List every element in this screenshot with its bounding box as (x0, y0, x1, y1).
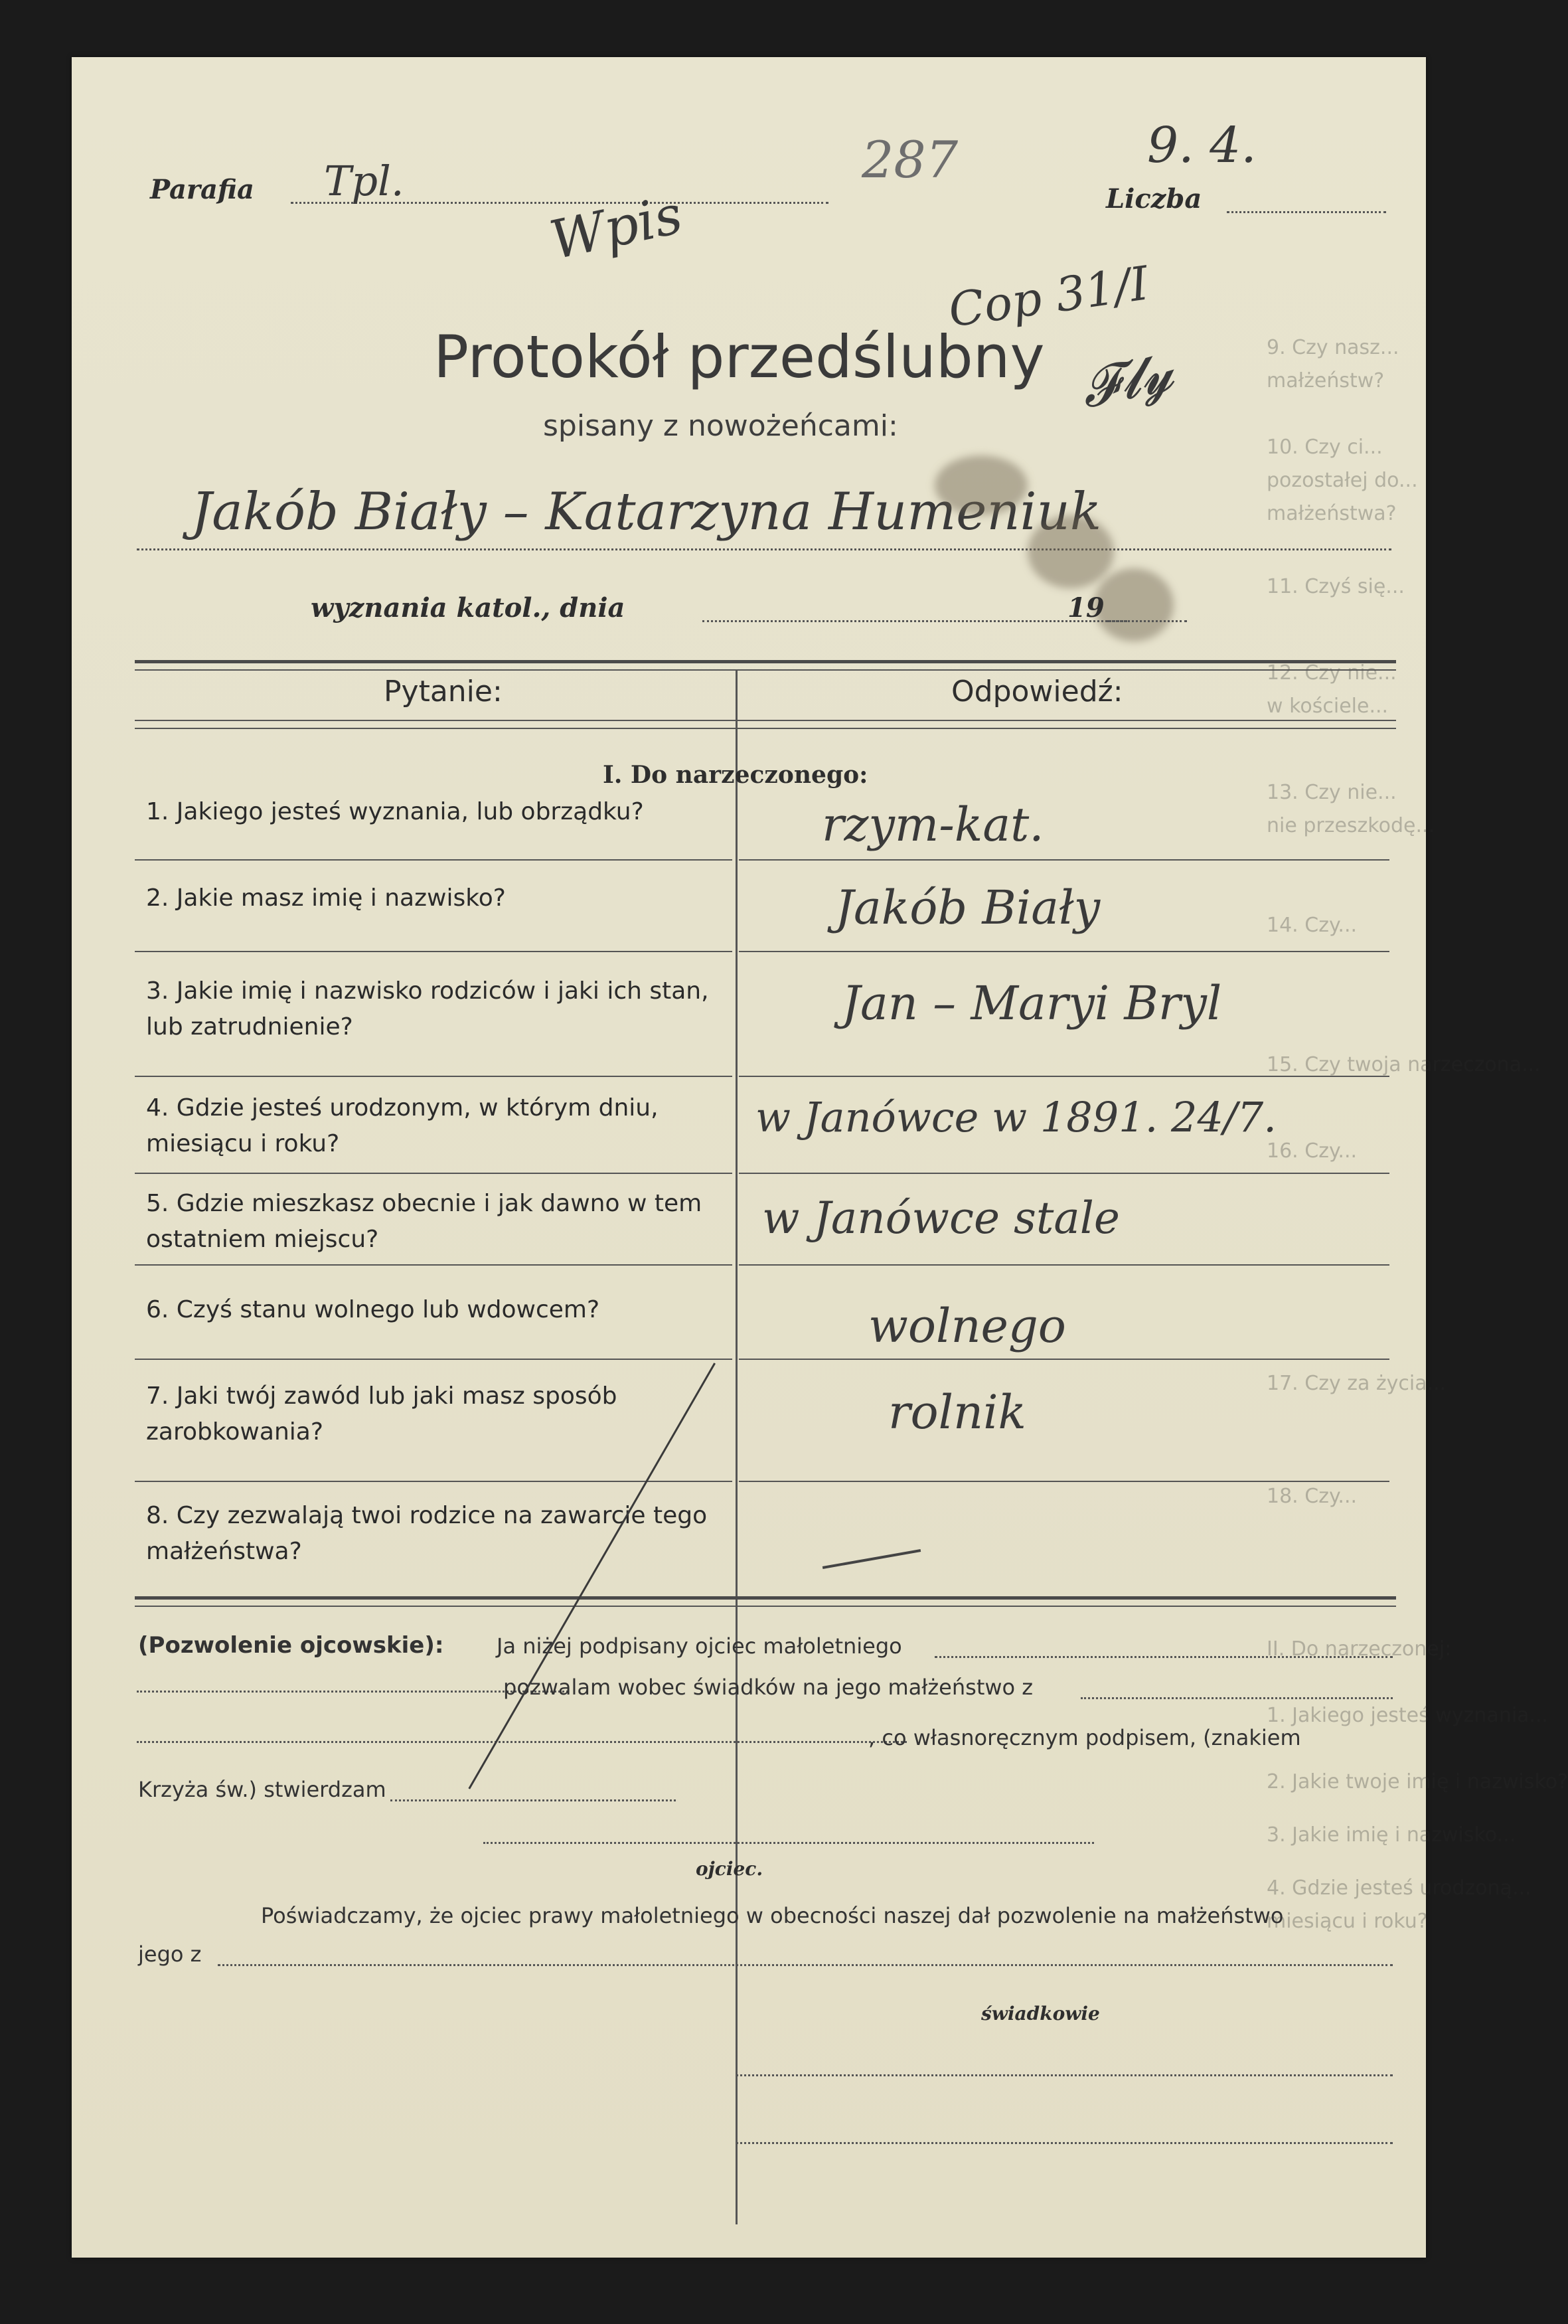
bleed-line: małżeństwa? (1267, 502, 1397, 525)
mark-wpis: Wpis (544, 183, 688, 272)
answer-rule (739, 1359, 1389, 1360)
question-8: 8. Czy zezwalają twoi rodzice na zawarcie tego małżeństwa? (146, 1502, 708, 1565)
answer-1: rzym-kat. (822, 797, 1044, 852)
mark-cop: Cop 31/I (945, 256, 1152, 338)
answer-rule (739, 951, 1389, 952)
row-rule (135, 859, 732, 861)
bleed-line: miesiącu i roku? (1267, 1910, 1428, 1933)
permission-line4: Krzyża św.) stwierdzam (138, 1777, 386, 1802)
permission-fill-2b (1081, 1697, 1393, 1699)
bleed-line: pozostałej do... (1267, 469, 1418, 492)
bleed-line: 3. Jakie imię i nazwisko... (1267, 1823, 1516, 1847)
answer-rule (739, 1173, 1389, 1174)
witness-text: Poświadczamy, że ojciec prawy małoletniego w obecności naszej dał pozwolenie na małżeństwo (261, 1903, 1284, 1928)
bleed-line: małżeństw? (1267, 369, 1385, 392)
row-rule (135, 1076, 732, 1077)
permission-fill-1 (935, 1656, 1393, 1658)
ink-stain (1028, 515, 1114, 588)
row-rule (135, 1481, 732, 1482)
number-label: Liczba (1106, 183, 1202, 214)
signature-mark: 𝓕𝓵𝔂 (1075, 340, 1179, 420)
answer-6: wolnego (868, 1299, 1066, 1353)
answer-5: w Janówce stale (762, 1193, 1120, 1244)
document-title: Protokół przedślubny (433, 323, 1045, 391)
confession-label: wyznania katol., dnia (311, 592, 625, 623)
bleed-line: 14. Czy... (1267, 914, 1358, 937)
answer-rule (739, 1264, 1389, 1266)
year-prefix: 19 (1067, 592, 1105, 623)
row-rule (135, 951, 732, 952)
bleed-through-area (1253, 183, 1568, 1976)
question-6: 6. Czyś stanu wolnego lub wdowcem? (146, 1296, 600, 1323)
couple-line (137, 548, 1391, 550)
row-rule (135, 1264, 732, 1266)
column-header-answer: Odpowiedź: (951, 675, 1123, 708)
question-3: 3. Jakie imię i nazwisko rodziców i jaki ich stan, lub zatrudnienie? (146, 977, 709, 1040)
question-2: 2. Jakie masz imię i nazwisko? (146, 884, 506, 912)
father-signature-line (483, 1842, 1094, 1844)
answer-2: Jakób Biały (835, 880, 1101, 935)
bleed-line: 11. Czyś się... (1267, 575, 1405, 598)
table-top-rule-thin (135, 669, 1396, 671)
father-label: ojciec. (696, 1858, 763, 1880)
bleed-line: 9. Czy nasz... (1267, 336, 1399, 359)
bleed-line: 17. Czy za życia... (1267, 1372, 1447, 1395)
year-line (1107, 620, 1187, 622)
column-header-question: Pytanie: (384, 675, 503, 708)
answer-rule (739, 1076, 1389, 1077)
table-header-rule-thin (135, 728, 1396, 729)
question-1: 1. Jakiego jesteś wyznania, lub obrządku? (146, 798, 644, 825)
witnesses-label: świadkowie (981, 2003, 1100, 2025)
permission-line1: Ja niżej podpisany ojciec małoletniego (497, 1633, 902, 1659)
ink-stain (1094, 568, 1174, 641)
table-bottom-rule-thin (135, 1606, 1396, 1607)
answer-rule (739, 859, 1389, 861)
table-header-rule (135, 720, 1396, 721)
number-line (1227, 211, 1386, 213)
witness-line-start: jego z (138, 1942, 202, 1967)
table-top-rule (135, 660, 1396, 663)
answer-4: w Janówce w 1891. 24/7. (755, 1093, 1277, 1141)
question-5: 5. Gdzie mieszkasz obecnie i jak dawno w tem ostatniem miejscu? (146, 1190, 702, 1253)
permission-line3: , co własnoręcznym podpisem, (znakiem (868, 1725, 1301, 1750)
witness-fill (218, 1964, 1393, 1966)
column-divider (736, 671, 738, 2224)
couple-names: Jakób Biały – Katarzyna Humeniuk (191, 482, 1102, 542)
bleed-line: 12. Czy nie... (1267, 661, 1397, 685)
row-rule (135, 1173, 732, 1174)
number-value: 9. 4. (1147, 117, 1257, 174)
witness-signature-2 (736, 2142, 1393, 2144)
row-rule (135, 1359, 732, 1360)
question-4: 4. Gdzie jesteś urodzonym, w którym dniu, miesiącu i roku? (146, 1094, 659, 1157)
permission-line2: pozwalam wobec świadków na jego małżeństwo z (503, 1675, 1034, 1700)
bleed-line: II. Do narzeczonej: (1267, 1637, 1452, 1661)
section-title: I. Do narzeczonego: (603, 761, 868, 789)
bleed-line: w kościele... (1267, 695, 1389, 718)
bleed-line: 13. Czy nie... (1267, 781, 1397, 804)
date-line (702, 620, 1127, 622)
answer-3: Jan – Maryi Bryl (842, 976, 1222, 1031)
dash-stroke (823, 1549, 921, 1569)
bleed-line: 4. Gdzie jesteś urodzoną... (1267, 1876, 1531, 1900)
bleed-line: 16. Czy... (1267, 1139, 1358, 1163)
permission-heading: (Pozwolenie ojcowskie): (138, 1632, 444, 1659)
answer-7: rolnik (888, 1385, 1026, 1440)
ink-stain (935, 456, 1028, 515)
bleed-line: 2. Jakie twoje imię i nazwisko? (1267, 1770, 1568, 1793)
parish-value: Tpl. (324, 157, 404, 205)
bleed-line: 18. Czy... (1267, 1485, 1358, 1508)
table-bottom-rule (135, 1596, 1396, 1600)
question-7: 7. Jaki twój zawód lub jaki masz sposób zarobkowania? (146, 1382, 617, 1446)
permission-fill-3 (137, 1741, 907, 1743)
bleed-line: 15. Czy twoja narzeczona... (1267, 1053, 1541, 1076)
bleed-line: nie przeszkodę... (1267, 814, 1435, 837)
bleed-line: 1. Jakiego jesteś wyznania... (1267, 1704, 1549, 1727)
answer-rule (739, 1481, 1389, 1482)
witness-signature-1 (736, 2074, 1393, 2076)
permission-fill-4 (390, 1799, 676, 1801)
bleed-line: 10. Czy ci... (1267, 436, 1383, 459)
paper-sheet (72, 57, 1568, 2258)
mark-287: 287 (862, 130, 959, 189)
document-subtitle: spisany z nowożeńcami: (543, 409, 898, 443)
parish-label: Parafia (150, 174, 254, 205)
